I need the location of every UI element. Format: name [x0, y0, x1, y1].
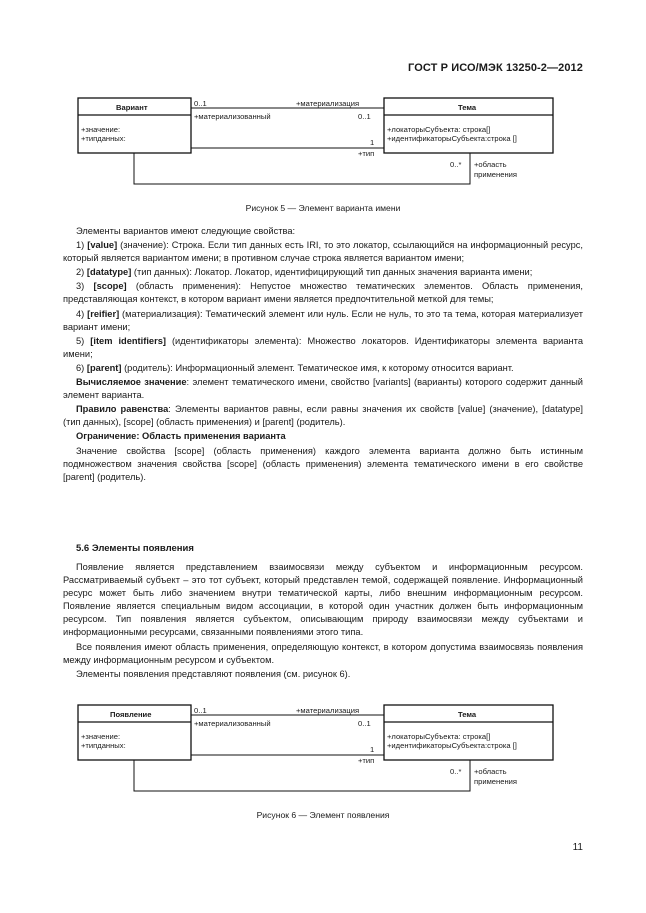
label-reified-by: +материализация: [296, 99, 360, 108]
figure-6-caption: Рисунок 6 — Элемент появления: [256, 810, 390, 820]
variant-prop-1: 1) [value] (значение): Строка. Если тип данных есть IRI, то это локатор, ссылающийся на информационный ресурс, который является вариантом имени; в противном случае строка является вариантом имени;: [63, 240, 583, 264]
variant-constraint-text: Значение свойства [scope] (область применения) каждого элемента варианта должно быть истинным подмножеством значения свойства [scope] (область применения) элемента тематического имени в его свойстве [parent] (родитель).: [63, 445, 583, 482]
occurrence-p2: Все появления имеют область применения, определяющую контекст, в котором допустима взаимосвязь появления между информационным ресурсом и субъектом.: [63, 641, 583, 665]
topic-attr-identifiers-2: +идентификаторыСубъекта:строка []: [387, 741, 517, 750]
topic-attr-locators-2: +локаторыСубъекта: строка[]: [387, 732, 491, 741]
variant-prop-2: 2) [datatype] (тип данных): Локатор. Локатор, идентифицирующий тип данных значения варианта имени;: [76, 267, 533, 278]
topic-attr-locators: +локаторыСубъекта: строка[]: [387, 125, 491, 134]
label-type-2: +тип: [358, 756, 375, 765]
mult-left-top: 0..1: [194, 99, 207, 108]
variant-prop-5: 5) [item identifiers] (идентификаторы элемента): Множество локаторов. Идентификаторы элемента варианта имени;: [63, 335, 583, 359]
variant-computed-value: Вычисляемое значение: элемент тематического имени, свойство [variants] (варианты) которого содержит данный элемент варианта.: [63, 377, 583, 401]
variant-prop-4: 4) [reifier] (материализация): Тематический элемент или нуль. Если не нуль, то это та тема, которая материализует вариант имени;: [63, 308, 583, 332]
variant-prop-6: 6) [parent] (родитель): Информационный элемент. Тематическое имя, к которому относится вариант.: [76, 362, 514, 373]
variant-prop-3: 3) [scope] (область применения): Непустое множество тематических элементов. Область применения, представляющая контекст, в котором вариант имени является предпочтительной меткой для темы;: [63, 281, 583, 305]
variant-attr-value: +значение:: [81, 125, 121, 134]
label-reified-by-2: +материализация: [296, 706, 360, 715]
mult-type: 1: [370, 138, 375, 147]
occurrence-box-title: Появление: [110, 710, 152, 719]
label-scope-2: применения: [474, 170, 517, 179]
mult-scope: 0..*: [450, 160, 462, 169]
occurrence-p3: Элементы появления представляют появления (см. рисунок 6).: [76, 668, 351, 679]
figure-5-caption: Рисунок 5 — Элемент варианта имени: [245, 203, 401, 213]
mult-scope-2: 0..*: [450, 767, 462, 776]
variant-equality-rule: Правило равенства: Элементы вариантов равны, если равны значения их свойств [value] (значение), [datatype] (тип данных), [scope] (область применения) и [parent] (родитель).: [63, 404, 583, 428]
mult-right-top-2: 0..1: [358, 719, 371, 728]
mult-right-top: 0..1: [358, 112, 371, 121]
variant-box-title: Вариант: [116, 103, 148, 112]
label-scope-2-2: применения: [474, 777, 517, 786]
mult-type-2: 1: [370, 745, 375, 754]
document-header: ГОСТ Р ИСО/МЭК 13250-2—2012: [408, 62, 583, 74]
label-type: +тип: [358, 149, 375, 158]
occurrence-attr-datatype: +типданных:: [81, 741, 126, 750]
topic-box-title-2: Тема: [458, 710, 477, 719]
topic-box-title: Тема: [458, 103, 477, 112]
occurrence-p1: Появление является представлением взаимосвязи между субъектом и информационным ресурсом. Рассматриваемый субъект – это тот субъект, который представлен темой, содержащей появление. Информационный ресурс может быть либо значением внутри тематической карты, либо внешним информационным ресурсом. Появление является специальным видом ассоциации, в которой один участник должен быть информационным ресурсом. Тип появления является субъектом, описывающим природу взаимосвязи между субъектами и информационными ресурсами, связанными появлениями этого типа.: [63, 562, 583, 638]
topic-attr-identifiers: +идентификаторыСубъекта:строка []: [387, 134, 517, 143]
page-number: 11: [572, 842, 583, 853]
label-scope-1: +область: [474, 160, 507, 169]
label-reifier-2: +материализованный: [194, 719, 271, 728]
section-title: 5.6 Элементы появления: [76, 543, 194, 554]
variant-attr-datatype: +типданных:: [81, 134, 126, 143]
variant-intro: Элементы вариантов имеют следующие свойства:: [76, 226, 296, 236]
occurrence-attr-value: +значение:: [81, 732, 121, 741]
label-reifier: +материализованный: [194, 112, 271, 121]
label-scope-1-2: +область: [474, 767, 507, 776]
variant-properties: [63, 225, 583, 484]
mult-left-top-2: 0..1: [194, 706, 207, 715]
variant-constraint-title: Ограничение: Область применения варианта: [76, 431, 286, 442]
